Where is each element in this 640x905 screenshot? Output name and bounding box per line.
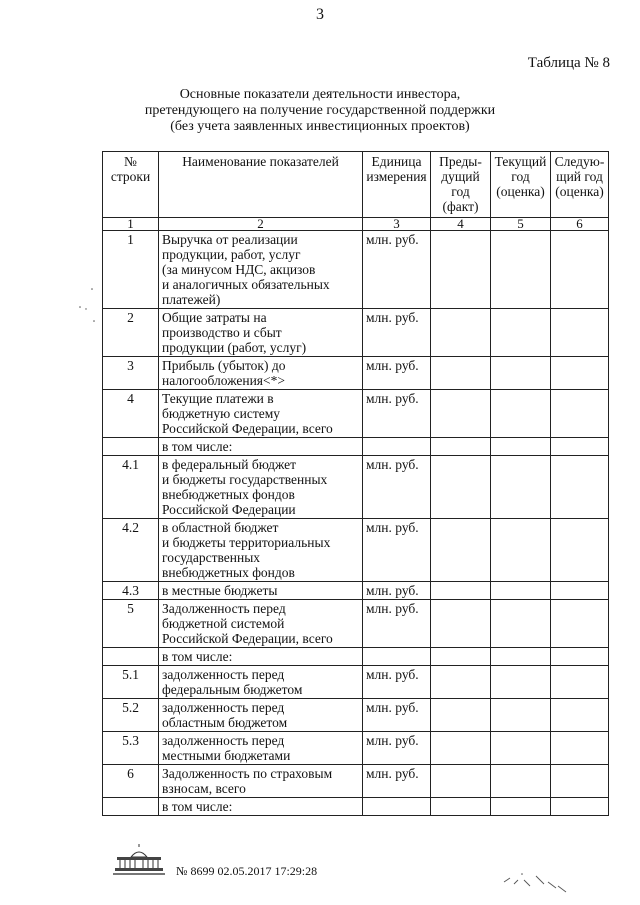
indicators-table <box>102 151 609 816</box>
margin-marks <box>72 285 102 325</box>
previous-year-cell <box>431 231 491 309</box>
table-row <box>103 519 609 582</box>
title-line-3: (без учета заявленных инвестиционных проектов) <box>170 119 470 134</box>
indicator-name: в том числе: <box>159 798 363 816</box>
row-number <box>103 438 159 456</box>
row-number <box>103 648 159 666</box>
table-row <box>103 666 609 699</box>
unit-cell: млн. руб. <box>363 699 431 732</box>
title-line-1: Основные показатели деятельности инвестора, <box>179 87 461 102</box>
indicator-name: Общие затраты на производство и сбыт продукции (работ, услуг) <box>159 309 363 357</box>
row-number: 5.2 <box>103 699 159 732</box>
table-row <box>103 309 609 357</box>
next-year-cell <box>551 732 609 765</box>
previous-year-cell <box>431 582 491 600</box>
row-number: 5 <box>103 600 159 648</box>
indicator-name: в областной бюджет и бюджеты территориальных государственных внебюджетных фондов <box>159 519 363 582</box>
current-year-cell <box>491 309 551 357</box>
header-next-year: Следую- щий год (оценка) <box>551 152 609 218</box>
unit-cell: млн. руб. <box>363 456 431 519</box>
header-current-year: Текущий год (оценка) <box>491 152 551 218</box>
header-unit: Единица измерения <box>363 152 431 218</box>
previous-year-cell <box>431 699 491 732</box>
current-year-cell <box>491 519 551 582</box>
indicator-name: Выручка от реализации продукции, работ, услуг (за минусом НДС, акцизов и аналогичных обязательных платежей) <box>159 231 363 309</box>
column-number: 1 <box>103 218 159 231</box>
next-year-cell <box>551 309 609 357</box>
column-number: 2 <box>159 218 363 231</box>
indicator-name: задолженность перед областным бюджетом <box>159 699 363 732</box>
unit-cell: млн. руб. <box>363 600 431 648</box>
next-year-cell <box>551 600 609 648</box>
table-title <box>0 87 640 135</box>
current-year-cell <box>491 699 551 732</box>
table-row <box>103 438 609 456</box>
current-year-cell <box>491 798 551 816</box>
unit-cell: млн. руб. <box>363 582 431 600</box>
current-year-cell <box>491 357 551 390</box>
previous-year-cell <box>431 309 491 357</box>
next-year-cell <box>551 438 609 456</box>
next-year-cell <box>551 666 609 699</box>
table-row <box>103 600 609 648</box>
row-number: 5.3 <box>103 732 159 765</box>
unit-cell <box>363 648 431 666</box>
current-year-cell <box>491 732 551 765</box>
table-label: Таблица № 8 <box>527 55 610 71</box>
unit-cell: млн. руб. <box>363 732 431 765</box>
current-year-cell <box>491 456 551 519</box>
current-year-cell <box>491 231 551 309</box>
next-year-cell <box>551 456 609 519</box>
header-previous-year: Преды- дущий год (факт) <box>431 152 491 218</box>
previous-year-cell <box>431 648 491 666</box>
unit-cell <box>363 798 431 816</box>
indicator-name: Задолженность перед бюджетной системой Российской Федерации, всего <box>159 600 363 648</box>
column-number: 6 <box>551 218 609 231</box>
table-header-row <box>103 152 609 218</box>
next-year-cell <box>551 798 609 816</box>
indicator-name: Задолженность по страховым взносам, всего <box>159 765 363 798</box>
previous-year-cell <box>431 357 491 390</box>
table-row <box>103 765 609 798</box>
indicator-name: в том числе: <box>159 438 363 456</box>
unit-cell: млн. руб. <box>363 519 431 582</box>
row-number: 5.1 <box>103 666 159 699</box>
column-number: 5 <box>491 218 551 231</box>
previous-year-cell <box>431 765 491 798</box>
table-row <box>103 456 609 519</box>
current-year-cell <box>491 438 551 456</box>
indicator-name: Текущие платежи в бюджетную систему Российской Федерации, всего <box>159 390 363 438</box>
current-year-cell <box>491 666 551 699</box>
unit-cell <box>363 438 431 456</box>
current-year-cell <box>491 648 551 666</box>
column-number: 3 <box>363 218 431 231</box>
indicator-name: в местные бюджеты <box>159 582 363 600</box>
next-year-cell <box>551 390 609 438</box>
table-row <box>103 357 609 390</box>
previous-year-cell <box>431 456 491 519</box>
unit-cell: млн. руб. <box>363 390 431 438</box>
table-row <box>103 798 609 816</box>
previous-year-cell <box>431 519 491 582</box>
title-line-2: претендующего на получение государственной поддержки <box>144 103 496 118</box>
next-year-cell <box>551 648 609 666</box>
column-number: 4 <box>431 218 491 231</box>
row-number: 4 <box>103 390 159 438</box>
unit-cell: млн. руб. <box>363 231 431 309</box>
current-year-cell <box>491 582 551 600</box>
row-number: 4.2 <box>103 519 159 582</box>
table-row <box>103 648 609 666</box>
registry-building-logo <box>107 843 171 877</box>
table-row <box>103 732 609 765</box>
next-year-cell <box>551 699 609 732</box>
row-number: 6 <box>103 765 159 798</box>
next-year-cell <box>551 765 609 798</box>
indicator-name: Прибыль (убыток) до налогообложения<*> <box>159 357 363 390</box>
unit-cell: млн. руб. <box>363 357 431 390</box>
next-year-cell <box>551 357 609 390</box>
table-row <box>103 699 609 732</box>
handwritten-marks <box>500 868 570 894</box>
table-row <box>103 582 609 600</box>
next-year-cell <box>551 519 609 582</box>
row-number: 3 <box>103 357 159 390</box>
indicator-name: в том числе: <box>159 648 363 666</box>
indicator-name: задолженность перед местными бюджетами <box>159 732 363 765</box>
unit-cell: млн. руб. <box>363 765 431 798</box>
current-year-cell <box>491 765 551 798</box>
indicator-name: в федеральный бюджет и бюджеты государственных внебюджетных фондов Российской Федерации <box>159 456 363 519</box>
row-number: 1 <box>103 231 159 309</box>
header-indicator-name: Наименование показателей <box>159 152 363 218</box>
previous-year-cell <box>431 390 491 438</box>
unit-cell: млн. руб. <box>363 666 431 699</box>
next-year-cell <box>551 231 609 309</box>
current-year-cell <box>491 390 551 438</box>
row-number <box>103 798 159 816</box>
unit-cell: млн. руб. <box>363 309 431 357</box>
table-row <box>103 390 609 438</box>
previous-year-cell <box>431 666 491 699</box>
row-number: 4.1 <box>103 456 159 519</box>
column-numbers-row <box>103 218 609 231</box>
table-row <box>103 231 609 309</box>
page-number: 3 <box>316 6 324 23</box>
previous-year-cell <box>431 798 491 816</box>
row-number: 2 <box>103 309 159 357</box>
previous-year-cell <box>431 600 491 648</box>
previous-year-cell <box>431 438 491 456</box>
next-year-cell <box>551 582 609 600</box>
indicator-name: задолженность перед федеральным бюджетом <box>159 666 363 699</box>
row-number: 4.3 <box>103 582 159 600</box>
registration-stamp-text: № 8699 02.05.2017 17:29:28 <box>176 864 318 878</box>
header-row-number: № строки <box>103 152 159 218</box>
current-year-cell <box>491 600 551 648</box>
previous-year-cell <box>431 732 491 765</box>
